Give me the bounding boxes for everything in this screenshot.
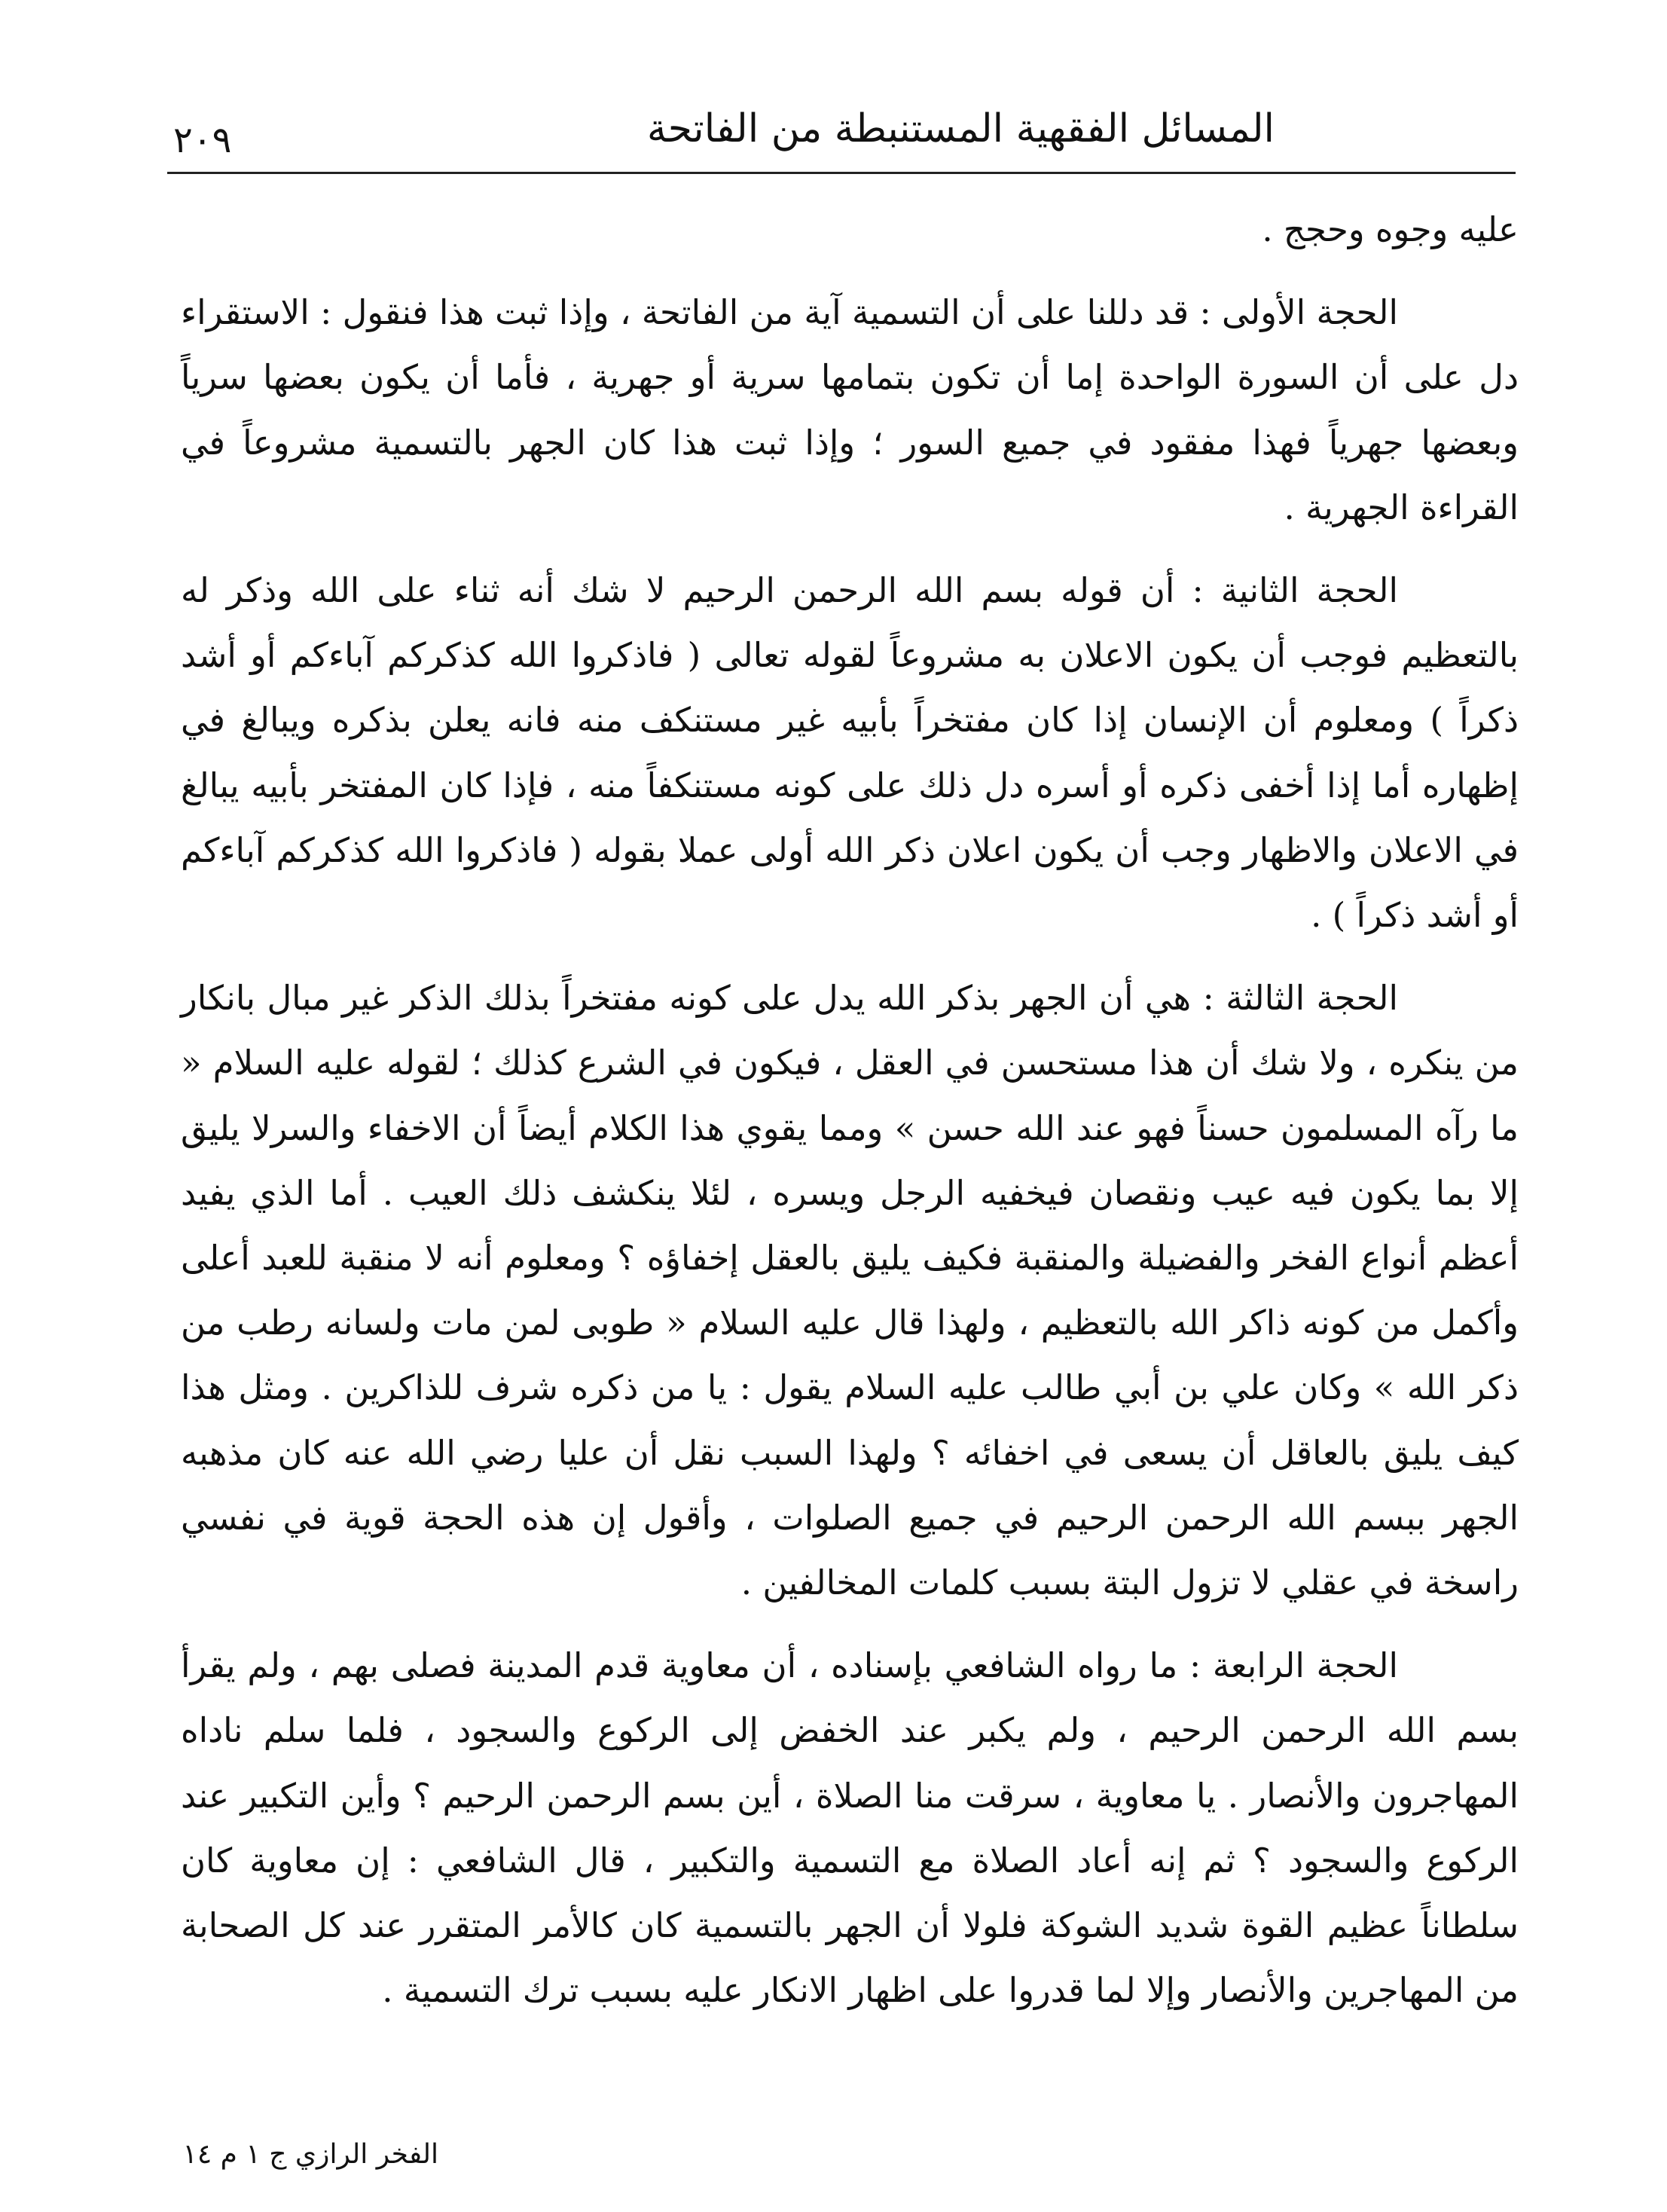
- paragraph-fourth-argument: الحجة الرابعة : ما رواه الشافعي بإسناده ، أن معاوية قدم المدينة فصلى بهم ، ولم يقرأ بسم الله الرحمن الرحيم ، ولم يكبر عند الخفض إلى الركوع والسجود ، فلما سلم ناداه المهاجرون والأنصار . يا معاوية ، سرقت منا الصلاة ، أين بسم الرحمن الرحيم ؟ وأين التكبير عند الركوع والسجود ؟ ثم إنه أعاد الصلاة مع التسمية والتكبير ، قال الشافعي : إن معاوية كان سلطاناً عظيم القوة شديد الشوكة فلولا أن الجهر بالتسمية كان كالأمر المتقرر عند كل الصحابة من المهاجرين والأنصار وإلا لما قدروا على اظهار الانكار عليه بسبب ترك التسمية .: [181, 1645, 1519, 2011]
- running-header: [167, 98, 1516, 166]
- paragraph-first-argument: الحجة الأولى : قد دللنا على أن التسمية آية من الفاتحة ، وإذا ثبت هذا فنقول : الاستقراء دل على أن السورة الواحدة إما أن تكون بتمامها سرية أو جهرية ، فأما أن يكون بعضها سرياً وبعضها جهرياً فهذا مفقود في جميع السور ؛ وإذا ثبت هذا كان الجهر بالتسمية مشروعاً في القراءة الجهرية .: [181, 292, 1519, 527]
- page-number: ٢٠٩: [173, 119, 232, 161]
- paragraph-third-argument: الحجة الثالثة : هي أن الجهر بذكر الله يدل على كونه مفتخراً بذلك الذكر غير مبال بانكار من ينكره ، ولا شك أن هذا مستحسن في العقل ، فيكون في الشرع كذلك ؛ لقوله عليه السلام « ما رآه المسلمون حسناً فهو عند الله حسن » ومما يقوي هذا الكلام أيضاً أن الاخفاء والسرلا يليق إلا بما يكون فيه عيب ونقصان فيخفيه الرجل ويسره ، لئلا ينكشف ذلك العيب . أما الذي يفيد أعظم أنواع الفخر والفضيلة والمنقبة فكيف يليق بالعقل إخفاؤه ؟ ومعلوم أنه لا منقبة للعبد أعلى وأكمل من كونه ذاكر الله بالتعظيم ، ولهذا قال عليه السلام « طوبى لمن مات ولسانه رطب من ذكر الله » وكان علي بن أبي طالب عليه السلام يقول : يا من ذكره شرف للذاكرين . ومثل هذا كيف يليق بالعاقل أن يسعى في اخفائه ؟ ولهذا السبب نقل أن عليا رضي الله عنه كان مذهبه الجهر ببسم الله الرحمن الرحيم في جميع الصلوات ، وأقول إن هذه الحجة قوية في نفسي راسخة في عقلي لا تزول البتة بسبب كلمات المخالفين .: [181, 978, 1519, 1603]
- main-text: [181, 197, 1519, 2023]
- paragraph-second-argument: الحجة الثانية : أن قوله بسم الله الرحمن الرحيم لا شك أنه ثناء على الله وذكر له بالتعظيم فوجب أن يكون الاعلان به مشروعاً لقوله تعالى ( فاذكروا الله كذكركم آباءكم أو أشد ذكراً ) ومعلوم أن الإنسان إذا كان مفتخراً بأبيه غير مستنكف منه فانه يعلن بذكره ويبالغ في إظهاره أما إذا أخفى ذكره أو أسره دل ذلك على كونه مستنكفاً منه ، فإذا كان المفتخر بأبيه يبالغ في الاعلان والاظهار وجب أن يكون اعلان ذكر الله أولى عملا بقوله ( فاذكروا الله كذكركم آباءكم أو أشد ذكراً ) .: [181, 570, 1519, 936]
- page-title: المسائل الفقهية المستنبطة من الفاتحة: [646, 106, 1275, 151]
- paragraph-continuation: عليه وجوه وحجج .: [1262, 209, 1519, 249]
- printer-signature: الفخر الرازي ج ١ م ١٤: [182, 2139, 438, 2170]
- header-divider: [167, 172, 1516, 174]
